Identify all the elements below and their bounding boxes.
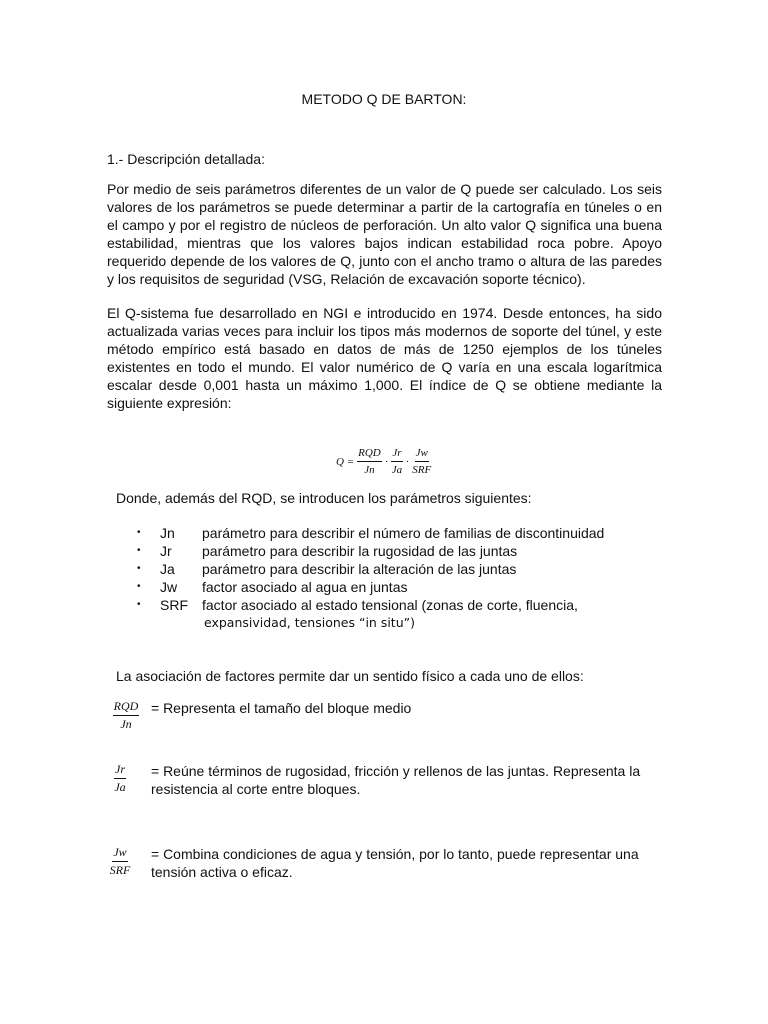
fraction-numerator: Jr (391, 447, 402, 462)
formula-lhs: Q = (336, 455, 355, 468)
formula-multiply-dot: · (384, 455, 389, 468)
parameter-description: parámetro para describir la rugosidad de las juntas (202, 543, 518, 559)
fraction-numerator: Jw (112, 846, 127, 862)
fraction-denominator: Jn (120, 717, 132, 731)
bullet-icon: • (137, 563, 141, 574)
formula-fraction-jw-srf (412, 447, 431, 476)
fraction-numerator: RQD (357, 447, 382, 462)
fraction-denominator: Ja (391, 464, 403, 476)
fraction-numerator: Jw (415, 447, 429, 462)
list-item (137, 596, 657, 614)
formula-multiply-dot: · (405, 455, 410, 468)
fraction-denominator: SRF (109, 863, 131, 877)
fraction-denominator: Ja (114, 780, 126, 794)
parameter-symbol: Jn (160, 525, 175, 541)
parameter-description-continuation: expansividad, tensiones “in situ”) (204, 615, 415, 630)
parameter-symbol: Ja (160, 561, 175, 577)
term-jw-srf (107, 845, 651, 881)
section-heading: 1.- Descripción detallada: (107, 151, 265, 167)
parameter-description: factor asociado al agua en juntas (202, 579, 408, 595)
list-item (137, 524, 657, 542)
bullet-icon: • (137, 599, 141, 610)
formula-fraction-rqd-jn (357, 447, 382, 476)
fraction-numerator: Jr (114, 763, 126, 779)
parameter-description: parámetro para describir la alteración de las juntas (202, 561, 517, 577)
term-explanation: = Reúne términos de rugosidad, fricción y rellenos de las juntas. Representa la resistencia al corte entre bloques. (151, 763, 641, 797)
paragraph-description: Por medio de seis parámetros diferentes de un valor de Q puede ser calculado. Los seis valores de los parámetros se puede determinar a partir de la cartografía en túneles o en el campo y por el registro de núcleos de perforación. Un alto valor Q significa una buena estabilidad, mientras que los valores bajos indican estabilidad roca pobre. Apoyo requerido depende de los valores de Q, junto con el ancho tramo o altura de las paredes y los requisitos de seguridad (VSG, Relación de excavación soporte técnico). (107, 181, 662, 287)
term-explanation: = Combina condiciones de agua y tensión, por lo tanto, puede representar una tensión activa o eficaz. (151, 846, 639, 880)
bullet-icon: • (137, 581, 141, 592)
term-fraction (107, 700, 145, 731)
parameter-list (137, 524, 657, 632)
fraction-denominator: SRF (412, 464, 432, 476)
fraction-denominator: Jn (364, 464, 375, 476)
parameter-description: parámetro para describir el número de familias de discontinuidad (202, 525, 605, 541)
term-fraction (107, 846, 133, 877)
parameter-symbol: SRF (160, 597, 188, 613)
parameter-symbol: Jr (160, 543, 172, 559)
list-item (137, 578, 657, 596)
term-rqd-jn (107, 699, 651, 731)
q-formula (336, 447, 431, 476)
fraction-numerator: RQD (113, 700, 140, 716)
document-title: METODO Q DE BARTON: (301, 91, 467, 107)
term-fraction (107, 763, 133, 794)
parameter-symbol: Jw (160, 579, 178, 595)
association-intro: La asociación de factores permite dar un sentido físico a cada uno de ellos: (116, 668, 584, 684)
list-item (137, 542, 657, 560)
parameters-intro: Donde, además del RQD, se introducen los parámetros siguientes: (116, 490, 532, 506)
parameter-description: factor asociado al estado tensional (zonas de corte, fluencia, (202, 597, 578, 613)
paragraph-history: El Q-sistema fue desarrollado en NGI e introducido en 1974. Desde entonces, ha sido actualizada varias veces para incluir los tipos más modernos de soporte del túnel, y este método empírico está basado en datos de más de 1250 ejemplos de los túneles existentes en todo el mundo. El valor numérico de Q varía en una escala logarítmica escalar desde 0,001 hasta un máximo 1,000. El índice de Q se obtiene mediante la siguiente expresión: (107, 305, 662, 411)
bullet-icon: • (137, 527, 141, 538)
list-item (137, 560, 657, 578)
term-explanation: = Representa el tamaño del bloque medio (151, 700, 412, 716)
formula-fraction-jr-ja (391, 447, 402, 476)
term-jr-ja (107, 762, 651, 798)
bullet-icon: • (137, 545, 141, 556)
